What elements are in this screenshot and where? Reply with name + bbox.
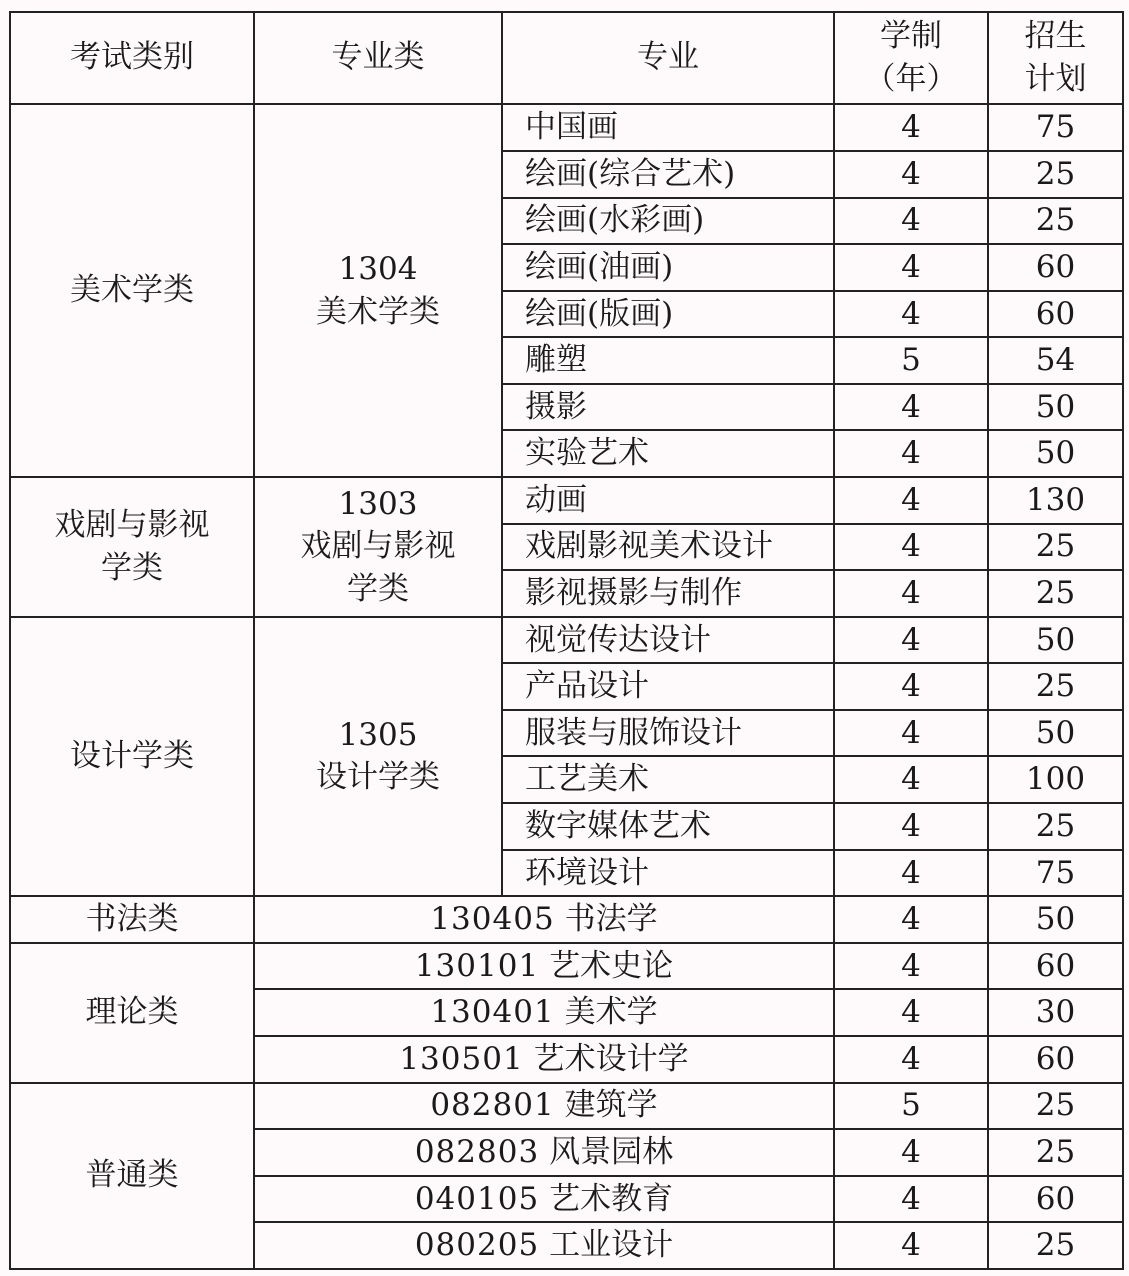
- major-code: 082801: [430, 1087, 555, 1124]
- quota-cell: 60: [988, 291, 1123, 338]
- major-name: 环境设计: [502, 850, 834, 897]
- years-cell: 4: [834, 244, 988, 291]
- years-cell: 4: [834, 896, 988, 943]
- quota-cell: 25: [988, 1083, 1123, 1130]
- major-name: 绘画(油画): [502, 244, 834, 291]
- quota-cell: 25: [988, 198, 1123, 245]
- exam-category-cell: [10, 1083, 254, 1269]
- major-class-name: 美术学类: [316, 293, 440, 330]
- major-cell: [254, 1222, 834, 1269]
- exam-category-text: 普通类: [85, 1157, 179, 1194]
- major-class-cell: [254, 617, 502, 896]
- major-code: 080205: [414, 1227, 540, 1264]
- exam-category-cell: [10, 617, 254, 896]
- major-code: 130101: [414, 947, 540, 984]
- years-cell: 4: [834, 477, 988, 524]
- years-cell: 5: [834, 1083, 988, 1130]
- quota-cell: 50: [988, 617, 1123, 664]
- major-name: 动画: [502, 477, 834, 524]
- quota-cell: 50: [988, 710, 1123, 757]
- major-class-cell: [254, 104, 502, 477]
- major-cell: [254, 1176, 834, 1223]
- major-cell: [254, 989, 834, 1036]
- enrollment-plan-table: [9, 11, 1124, 1270]
- quota-cell: 60: [988, 943, 1123, 990]
- header-exam-category: 考试类别: [10, 12, 254, 104]
- major-code: 082803: [414, 1134, 540, 1170]
- table-row: [10, 104, 1123, 151]
- exam-category-cell: [10, 477, 254, 617]
- years-cell: 4: [834, 524, 988, 571]
- major-class-name: 戏剧与影视: [300, 528, 456, 565]
- table-row: [10, 943, 1123, 990]
- major-class-cell: [254, 477, 502, 617]
- table-row: [10, 617, 1123, 664]
- years-cell: 4: [834, 710, 988, 757]
- major-name: 产品设计: [502, 663, 834, 710]
- years-cell: 4: [834, 1222, 988, 1269]
- quota-cell: 25: [988, 151, 1123, 198]
- quota-cell: 54: [988, 337, 1123, 384]
- major-name: 戏剧影视美术设计: [502, 524, 834, 571]
- header-major-class: 专业类: [254, 12, 502, 104]
- header-years-line2: （年）: [864, 61, 958, 98]
- major-name: 摄影: [502, 384, 834, 431]
- years-cell: 4: [834, 198, 988, 245]
- quota-cell: 130: [988, 477, 1123, 524]
- quota-cell: 25: [988, 570, 1123, 617]
- years-cell: 4: [834, 104, 988, 151]
- table-row: [10, 896, 1123, 943]
- years-cell: 4: [834, 1129, 988, 1176]
- major-name: 美术学: [564, 994, 658, 1031]
- quota-cell: 25: [988, 663, 1123, 710]
- major-name: 数字媒体艺术: [502, 803, 834, 850]
- major-name: 中国画: [502, 104, 834, 151]
- major-name: 工艺美术: [502, 756, 834, 803]
- quota-cell: 25: [988, 803, 1123, 850]
- header-row: [10, 12, 1123, 104]
- table-row: [10, 477, 1123, 524]
- years-cell: 4: [834, 570, 988, 617]
- years-cell: 4: [834, 943, 988, 990]
- major-cell: [254, 896, 834, 943]
- quota-cell: 25: [988, 1129, 1123, 1176]
- exam-category-cell: [10, 104, 254, 477]
- major-class-code: 1304: [338, 250, 418, 287]
- major-name: 艺术教育: [549, 1180, 674, 1217]
- quota-cell: 50: [988, 896, 1123, 943]
- major-name: 绘画(版画): [502, 291, 834, 338]
- years-cell: 4: [834, 663, 988, 710]
- quota-cell: 50: [988, 384, 1123, 431]
- major-code: 040105: [414, 1180, 540, 1217]
- major-name: 绘画(水彩画): [502, 198, 834, 245]
- years-cell: 4: [834, 430, 988, 477]
- major-name: 视觉传达设计: [502, 617, 834, 664]
- exam-category-cell: [10, 943, 254, 1083]
- exam-category-text: 理论类: [85, 994, 179, 1031]
- exam-category-text: 书法类: [85, 901, 179, 938]
- quota-cell: 75: [988, 850, 1123, 897]
- major-name: 绘画(综合艺术): [502, 151, 834, 198]
- quota-cell: 100: [988, 756, 1123, 803]
- exam-category-text: 学类: [101, 549, 163, 586]
- years-cell: 4: [834, 617, 988, 664]
- major-name: 工业设计: [549, 1227, 674, 1264]
- years-cell: 4: [834, 989, 988, 1036]
- header-major: 专业: [502, 12, 834, 104]
- quota-cell: 30: [988, 989, 1123, 1036]
- years-cell: 4: [834, 756, 988, 803]
- years-cell: 4: [834, 1036, 988, 1083]
- major-name: 艺术设计学: [533, 1040, 689, 1077]
- quota-cell: 50: [988, 430, 1123, 477]
- years-cell: 4: [834, 1176, 988, 1223]
- major-cell: [254, 1083, 834, 1130]
- major-cell: [254, 1129, 834, 1176]
- major-code: 130405: [430, 901, 555, 938]
- exam-category-cell: [10, 896, 254, 943]
- major-name: 建筑学: [564, 1087, 658, 1124]
- quota-cell: 75: [988, 104, 1123, 151]
- years-cell: 4: [834, 803, 988, 850]
- exam-category-text: 戏剧与影视: [54, 507, 210, 544]
- major-class-code: 1305: [338, 716, 418, 753]
- exam-category-text: 美术学类: [70, 272, 194, 309]
- years-cell: 5: [834, 337, 988, 384]
- header-years: [834, 12, 988, 104]
- header-years-line1: 学制: [880, 17, 942, 54]
- major-name: 服装与服饰设计: [502, 710, 834, 757]
- years-cell: 4: [834, 151, 988, 198]
- major-class-name: 学类: [347, 571, 409, 608]
- major-name: 影视摄影与制作: [502, 570, 834, 617]
- header-quota-line2: 计划: [1024, 61, 1087, 98]
- major-name: 风景园林: [549, 1134, 674, 1170]
- quota-cell: 60: [988, 1036, 1123, 1083]
- table-row: [10, 1083, 1123, 1130]
- header-quota-line1: 招生: [1024, 17, 1087, 54]
- major-name: 书法学: [564, 901, 658, 938]
- major-class-code: 1303: [338, 485, 418, 522]
- quota-cell: 25: [988, 524, 1123, 571]
- major-name: 艺术史论: [549, 947, 674, 984]
- years-cell: 4: [834, 291, 988, 338]
- major-name: 雕塑: [502, 337, 834, 384]
- major-cell: [254, 1036, 834, 1083]
- quota-cell: 60: [988, 244, 1123, 291]
- major-class-name: 设计学类: [316, 759, 440, 796]
- major-name: 实验艺术: [502, 430, 834, 477]
- years-cell: 4: [834, 384, 988, 431]
- quota-cell: 60: [988, 1176, 1123, 1223]
- exam-category-text: 设计学类: [70, 738, 194, 775]
- major-code: 130401: [430, 994, 555, 1031]
- major-cell: [254, 943, 834, 990]
- years-cell: 4: [834, 850, 988, 897]
- quota-cell: 25: [988, 1222, 1123, 1269]
- major-code: 130501: [399, 1040, 524, 1077]
- header-quota: [988, 12, 1123, 104]
